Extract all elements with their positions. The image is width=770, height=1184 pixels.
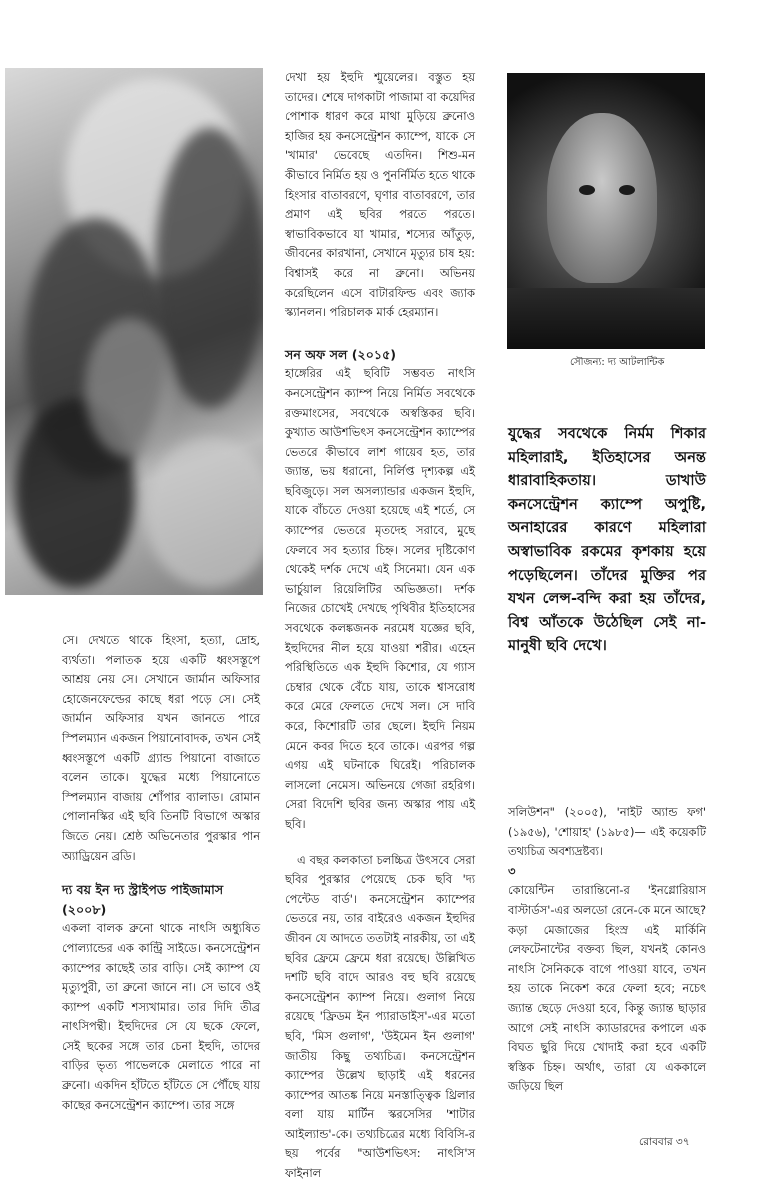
column-middle [285,68,475,1184]
portrait-photo [507,73,705,349]
shoulders [507,288,705,349]
pull-quote: যুদ্ধের সবথেকে নির্মম শিকার মহিলারাই, ইতিহাসের অনন্ত ধারাবাহিকতায়। ডাখাউ কনসেন্ট্রেশন ক্যাম্পে অপুষ্টি, অনাহারের কারণে মহিলারা অস্বাভাবিক রকমের কৃশকায় হয়ে পড়েছিলেন। তাঁদের মুক্তির পর যখন লেন্স-বন্দি করা হয় তাঁদের, বিশ্ব আঁতকে উঠেছিল সেই না-মানুষী ছবি দেখে। [508,425,706,655]
face-shape [547,113,657,283]
right-eye [619,185,635,195]
page-footer: রোববার ৩৭ [639,1136,690,1148]
column-left [62,631,260,1115]
column-middle-paragraph-3: এ বছর কলকাতা চলচ্চিত্র উৎসবে সেরা ছবির পুরস্কার পেয়েছে চেক ছবি 'দ্য পেন্টেড বার্ড'। কনসেন্ট্রেশন ক্যাম্পের ভেতরে নয়, তার বাইরেও একজন ইহুদির জীবন যে আদতে ততটাই নারকীয়, তা এই ছবির ফ্রেমে ফ্রেমে ধরা রয়েছে। উল্লিখিত দশটি ছবি বাদে আরও বহু ছবি রয়েছে কনসেন্ট্রেশন ক্যাম্প নিয়ে। গুলাগ নিয়ে রয়েছে 'ফ্রিডম ইন প্যারাডাইস'-এর মতো ছবি, 'মিস গুলাগ', 'উইমেন ইন গুলাগ' জাতীয় কিছু তথ্যচিত্র। কনসেন্ট্রেশন ক্যাম্পের উল্লেখ ছাড়াই এই ধরনের ক্যাম্পের আতঙ্ক নিয়ে মনস্তাত্ত্বিক থ্রিলার বলা যায় মার্টিন স্করসেসির 'শাটার আইল্যান্ড'-কে। তথ্যচিত্রের মধ্যে বিবিসি-র ছয় পর্বের "আউশভিৎস: নাৎসি'স ফাইনাল [285,852,475,1181]
left-blurred-photo [5,68,263,595]
column-right-paragraph-1: সলিউশন" (২০০৫), 'নাইট অ্যান্ড ফগ' (১৯৫৬), 'শোয়াহ' (১৯৮৫)— এই কয়েকটি তথ্যচিত্র অবশ্যদ্রষ্টব্য। [508,805,706,859]
column-left-paragraph-2: একলা বালক ব্রুনো থাকে নাৎসি অধ্যুষিত পোল্যান্ডের এক কান্ট্রি সাইডে। কনসেন্ট্রেশন ক্যাম্পের কাছেই তার বাড়ি। সেই ক্যাম্প যে মৃত্যুপুরী, তা ব্রুনো জানে না। সে ভাবে ওই ক্যাম্প একটি শস্যখামার। তার দিদি তীব্র নাৎসিপন্থী। ইহুদিদের সে যে ছকে ফেলে, সেই ছকের সঙ্গে তার চেনা ইহুদি, তাদের বাড়ির ভৃত্য পাভেলকে মেলাতে পারে না ব্রুনো। একদিন হাঁটতে হাঁটতে সে পৌঁছে যায় কাছের কনসেন্ট্রেশন ক্যাম্পে। তার সঙ্গে [62,921,260,1112]
column-middle-paragraph-2: হাঙ্গেরির এই ছবিটি সম্ভবত নাৎসি কনসেন্ট্রেশন ক্যাম্প নিয়ে নির্মিত সবথেকে রক্তমাংসের, সবথেকে অস্বস্তিকর ছবি। কুখ্যাত আউশভিৎস কনসেন্ট্রেশন ক্যাম্পের ভেতরে কীভাবে লাশ গায়েব হত, তার জ্যান্ত, ভয় ধরানো, নির্লিপ্ত দৃশ্যকল্প এই ছবিজুড়ে। সল অসল্যান্ডার একজন ইহুদি, যাকে বাঁচতে দেওয়া হয়েছে এই শর্তে, সে ক্যাম্পের ভেতরে মৃতদেহ সরাবে, মুছে ফেলবে সব হত্যার চিহ্ন। সলের দৃষ্টিকোণ থেকেই দর্শক দেখে এই সিনেমা। যেন এক ভার্চুয়াল রিয়েলিটির অভিজ্ঞতা। দর্শক নিজের চোখেই দেখছে পৃথিবীর ইতিহাসের সবথেকে কলঙ্কজনক নরমেধ যজ্ঞের ছবি, ইহুদিদের নীল হয়ে যাওয়া শরীর। এহেন পরিস্থিতিতে এক ইহুদি কিশোর, যে গ্যাস চেম্বার থেকে বেঁচে যায়, তাকে শ্বাসরোধ করে মেরে ফেলতে দেখে সল। সে দাবি করে, কিশোরটি তার ছেলে। ইহুদি নিয়ম মেনে কবর দিতে হবে তাকে। এরপর গল্প এগয় এই ঘটনাকে ঘিরেই। পরিচালক লাসলো নেমেস। অভিনয়ে গেজা রহরিগ। সেরা বিদেশি ছবির জন্য অস্কার পায় এই ছবি। [285,366,475,831]
section-number: ৩ [508,863,516,878]
column-right-paragraph-2: কোয়েন্টিন তারান্তিনো-র 'ইনগ্লোরিয়াস বাস্টার্ডস'-এর অলডো রেনে-কে মনে আছে? কড়া মেজাজের হিংস্র এই মার্কিনি লেফটেনান্টের বক্তব্য ছিল, যখনই কোনও নাৎসি সৈনিককে বাগে পাওয়া যাবে, তখন হয় তাকে নিকেশ করে ফেলা হবে; নচেৎ জ্যান্ত ছেড়ে দেওয়া হবে, কিন্তু জ্যান্ত ছাড়ার আগে সেই নাৎসি ক্যাডারদের কপালে এক বিঘত ছুরি দিয়ে খোদাই করা হবে একটি স্বস্তিক চিহ্ন। অর্থাৎ, তারা যে এককালে জড়িয়ে ছিল [508,883,706,1094]
column-right [508,803,706,1097]
column-left-paragraph-1: সে। দেখতে থাকে হিংসা, হত্যা, দ্রোহ, ব্যর্থতা। পলাতক হয়ে একটি ধ্বংসস্তূপে আশ্রয় নেয় সে। সেখানে জার্মান অফিসার হোজেনফেল্ডের কাছে ধরা পড়ে সে। সেই জার্মান অফিসার যখন জানতে পারে স্পিলম্যান একজন পিয়ানোবাদক, তখন সেই ধ্বংসস্তূপে একটি গ্র্যান্ড পিয়ানো বাজাতে বলেন তাকে। যুদ্ধের মধ্যে পিয়ানোতে স্পিলম্যান বাজায় শোঁপার ব্যালাড। রোমান পোলানস্কির এই ছবি তিনটি বিভাগে অস্কার জিতে নেয়। শ্রেষ্ঠ অভিনেতার পুরস্কার পান অ্যাড্রিয়েন ব্রডি। [62,633,260,863]
left-eye [579,185,595,195]
film-heading-son-of-saul: সন অফ সল (২০১৫) [285,346,397,362]
photo-caption: সৌজন্য: দ্য আটলান্টিক [570,357,665,368]
column-middle-paragraph-1: দেখা হয় ইহুদি শ্মুয়েলের। বস্তুত হয় তাদের। শেষে দাগকাটা পাজামা বা কয়েদির পোশাক ধারণ করে মাথা মুড়িয়ে ব্রুনোও হাজির হয় কনসেন্ট্রেশন ক্যাম্পে, যাকে সে 'খামার' ভেবেছে এতদিন। শিশু-মন কীভাবে নির্মিত হয় ও পুনর্নির্মিত হতে থাকে হিংসার বাতাবরণে, ঘৃণার বাতাবরণে, তার প্রমাণ এই ছবির পরতে পরতে। স্বাভাবিকভাবে যা খামার, শস্যের আঁতুড়, জীবনের কারখানা, সেখানে মৃত্যুর চাষ হয়: বিশ্বাসই করে না ব্রুনো। অভিনয় করেছিলেন এসে বাটারফিল্ড এবং জ্যাক স্ক্যানলন। পরিচালক মার্ক হেরম্যান। [285,70,475,320]
film-heading-striped-pyjamas: দ্য বয় ইন দ্য স্ট্রাইপড পাইজামাস (২০০৮) [62,882,224,917]
